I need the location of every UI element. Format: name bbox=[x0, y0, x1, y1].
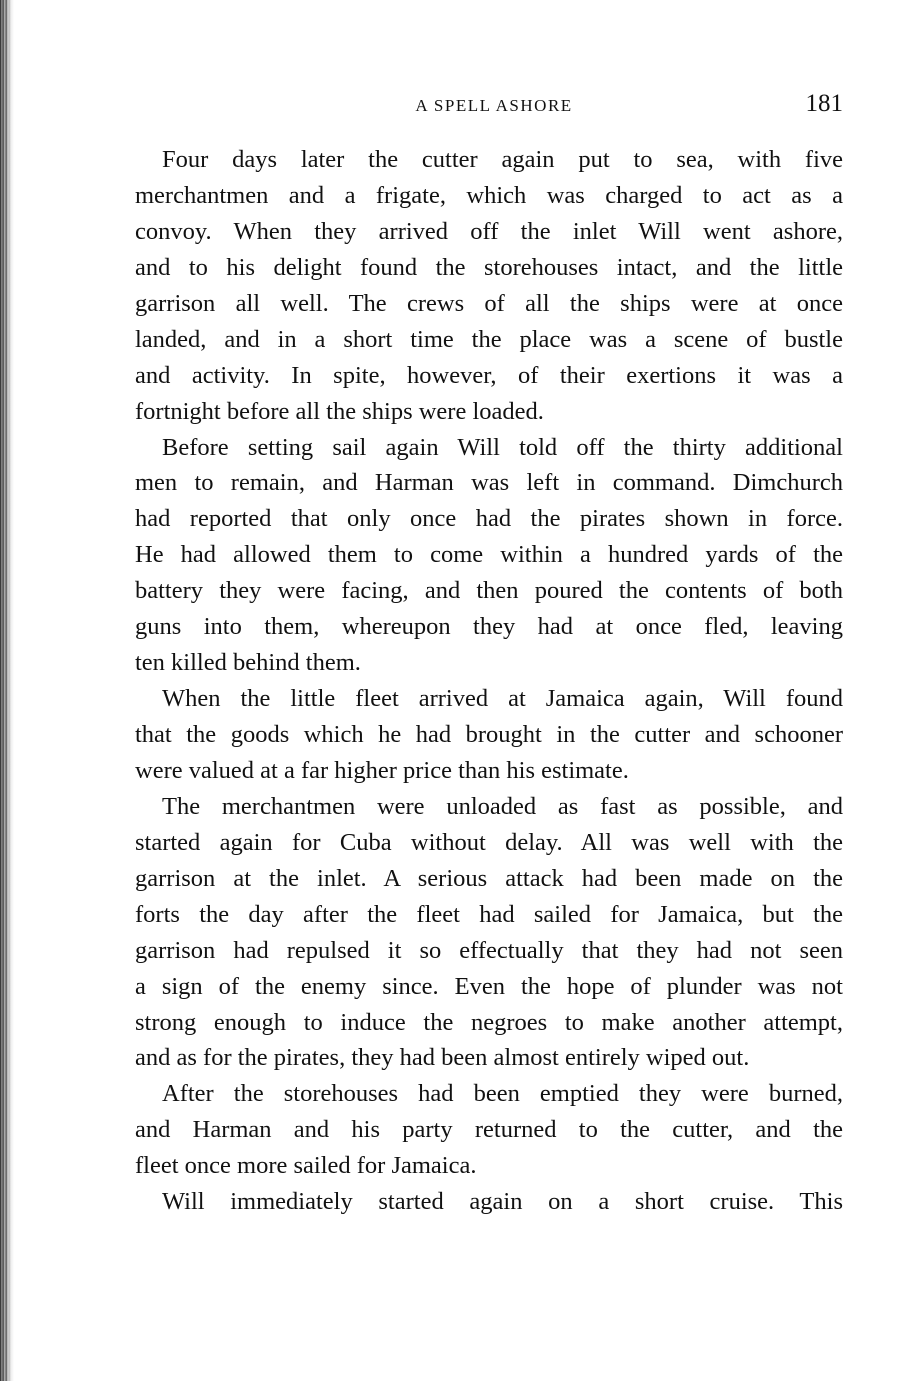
text-line: that the goods which he had brought in the cutter and schooner bbox=[135, 721, 843, 748]
text-line: battery they were facing, and then poured the contents of both bbox=[135, 577, 843, 605]
text-line: garrison had repulsed it so effectually that they had not seen bbox=[135, 936, 843, 964]
scan-edge-border bbox=[0, 0, 14, 1381]
text-line: had reported that only once had the pirates shown in force. bbox=[135, 505, 843, 533]
text-line: and activity. In spite, however, of their exertions it was a bbox=[135, 361, 843, 389]
text-line: fortnight before all the ships were loaded. bbox=[135, 397, 544, 425]
text-line: were valued at a far higher price than his estimate. bbox=[135, 756, 629, 784]
text-line: Will immediately started again on a short cruise. This bbox=[162, 1188, 843, 1216]
paragraph bbox=[135, 1184, 843, 1220]
text-line: and Harman and his party returned to the cutter, and the bbox=[135, 1116, 843, 1144]
text-line: After the storehouses had been emptied they were burned, bbox=[162, 1080, 843, 1108]
text-line: ten killed behind them. bbox=[135, 649, 361, 677]
text-line: Before setting sail again Will told off the thirty additional bbox=[162, 433, 843, 461]
page-number: 181 bbox=[805, 90, 843, 117]
text-line: guns into them, whereupon they had at once fled, leaving bbox=[135, 613, 843, 641]
text-line: garrison at the inlet. A serious attack had been made on the bbox=[135, 864, 843, 892]
paragraph bbox=[135, 430, 843, 682]
page-body bbox=[135, 142, 843, 1220]
text-line: strong enough to induce the negroes to make another attempt, bbox=[135, 1008, 843, 1036]
paragraph bbox=[135, 789, 843, 1077]
text-line: a sign of the enemy since. Even the hope of plunder was not bbox=[135, 972, 843, 1000]
text-line: and as for the pirates, they had been almost entirely wiped out. bbox=[135, 1044, 750, 1072]
text-line: landed, and in a short time the place was a scene of bustle bbox=[135, 325, 843, 353]
text-line: men to remain, and Harman was left in command. Dimchurch bbox=[135, 469, 843, 497]
text-line: When the little fleet arrived at Jamaica again, Will found bbox=[162, 685, 843, 713]
paragraph bbox=[135, 1076, 843, 1184]
text-line: fleet once more sailed for Jamaica. bbox=[135, 1152, 477, 1180]
page-header bbox=[135, 92, 843, 122]
text-line: and to his delight found the storehouses intact, and the little bbox=[135, 253, 843, 281]
text-line: convoy. When they arrived off the inlet Will went ashore, bbox=[135, 217, 843, 245]
paragraph bbox=[135, 142, 843, 430]
text-line: merchantmen and a frigate, which was charged to act as a bbox=[135, 181, 843, 209]
text-line: He had allowed them to come within a hundred yards of the bbox=[135, 541, 843, 569]
running-title: A SPELL ASHORE bbox=[415, 96, 573, 115]
text-line: started again for Cuba without delay. All was well with the bbox=[135, 828, 843, 856]
text-line: Four days later the cutter again put to sea, with five bbox=[162, 146, 843, 173]
text-line: garrison all well. The crews of all the ships were at once bbox=[135, 289, 843, 317]
text-line: The merchantmen were unloaded as fast as possible, and bbox=[162, 792, 843, 820]
text-line: forts the day after the fleet had sailed for Jamaica, but the bbox=[135, 900, 843, 928]
paragraph bbox=[135, 681, 843, 789]
